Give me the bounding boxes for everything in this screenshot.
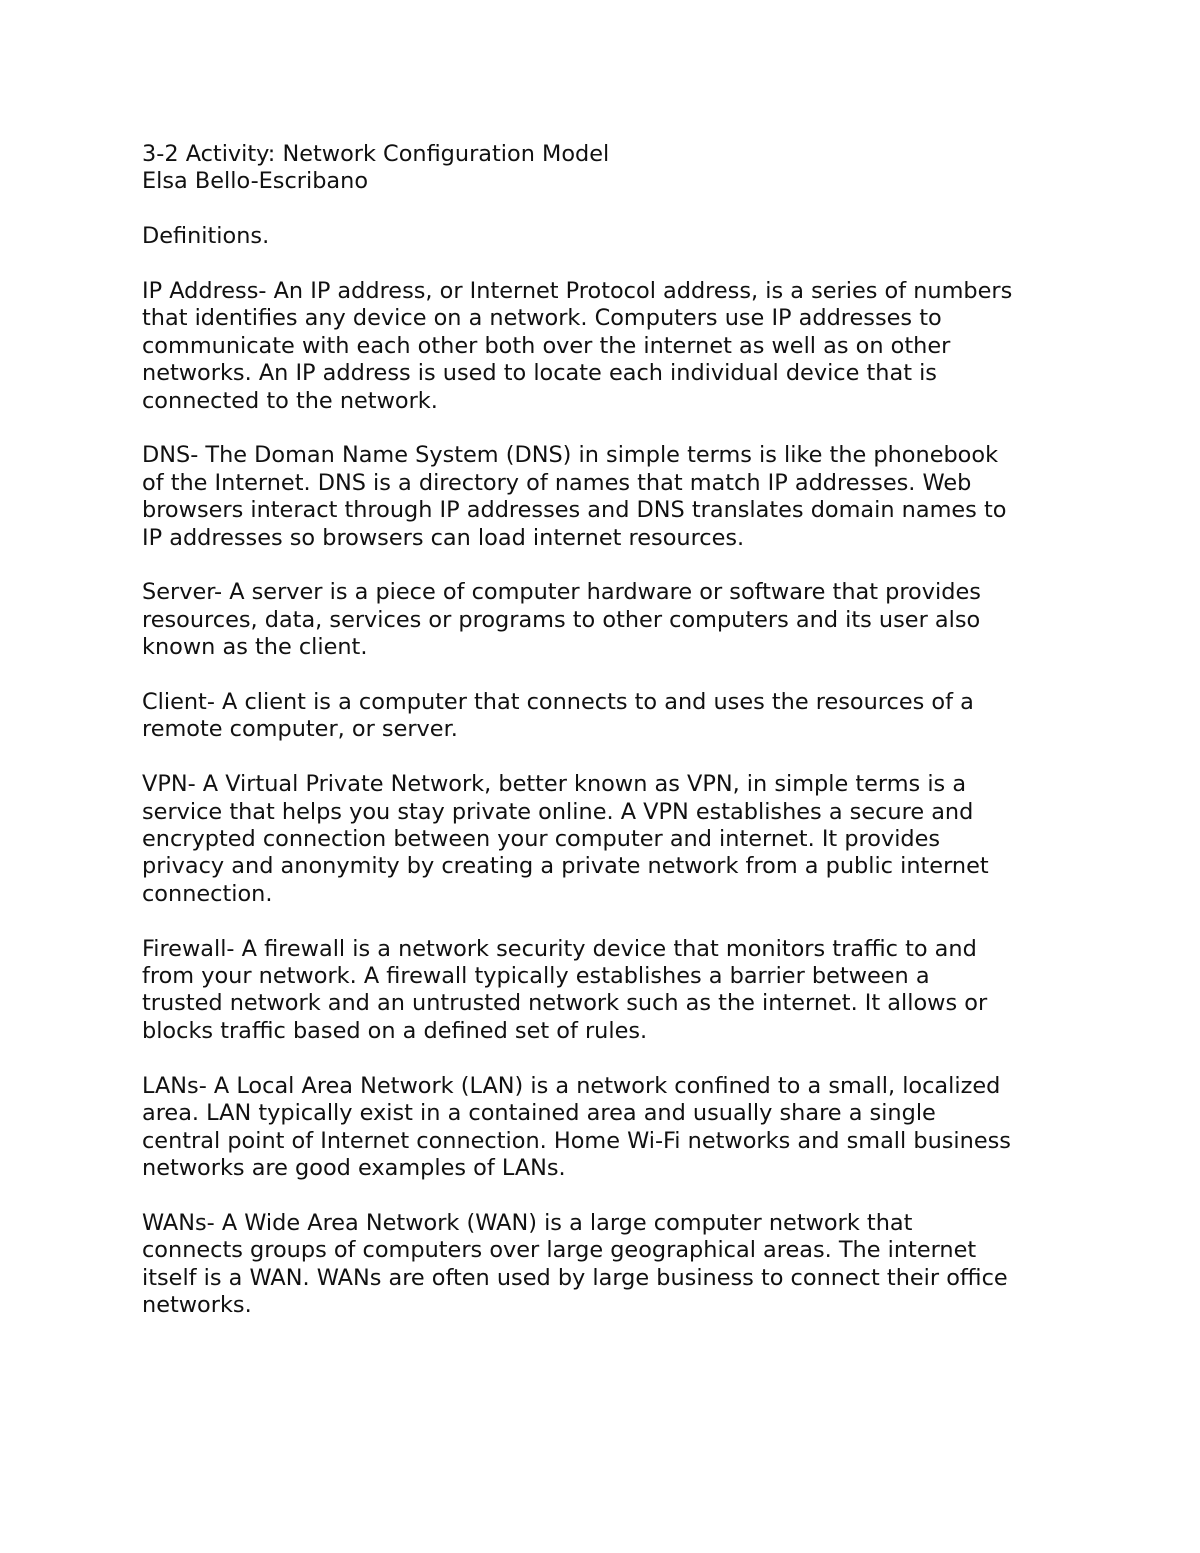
definition-line: service that helps you stay private online. A VPN establishes a secure and — [142, 798, 974, 825]
definition-wans — [142, 1210, 1082, 1320]
definition-line: from your network. A firewall typically establishes a barrier between a — [142, 963, 930, 990]
definition-line: IP Address- An IP address, or Internet Protocol address, is a series of numbers — [142, 278, 1013, 304]
definition-line: networks. An IP address is used to locate each individual device that is — [142, 360, 937, 387]
definition-line: communicate with each other both over the internet as well as on other — [142, 332, 951, 359]
definition-line: itself is a WAN. WANs are often used by large business to connect their office — [142, 1264, 1008, 1291]
spacer — [142, 196, 1082, 223]
definition-line: VPN- A Virtual Private Network, better known as VPN, in simple terms is a — [142, 771, 967, 798]
definition-line: privacy and anonymity by creating a private network from a public internet — [142, 853, 989, 880]
spacer — [142, 251, 1082, 278]
definition-firewall — [142, 936, 1082, 1046]
definition-line: resources, data, services or programs to other computers and its user also — [142, 606, 981, 633]
document-title: 3-2 Activity: Network Configuration Model — [142, 141, 610, 167]
definition-line: of the Internet. DNS is a directory of names that match IP addresses. Web — [142, 469, 972, 496]
definition-line: Firewall- A firewall is a network security device that monitors traffic to and — [142, 935, 977, 962]
definition-line: Client- A client is a computer that connects to and uses the resources of a — [142, 689, 974, 716]
definition-line: encrypted connection between your computer and internet. It provides — [142, 826, 941, 853]
definition-line: IP addresses so browsers can load internet resources. — [142, 524, 745, 551]
definition-server — [142, 579, 1082, 661]
document-body — [142, 141, 1082, 1347]
definition-line: browsers interact through IP addresses and DNS translates domain names to — [142, 497, 1007, 524]
definition-line: LANs- A Local Area Network (LAN) is a network confined to a small, localized — [142, 1072, 1001, 1099]
definition-line: DNS- The Doman Name System (DNS) in simple terms is like the phonebook — [142, 442, 999, 469]
document-author: Elsa Bello-Escribano — [142, 168, 369, 195]
section-heading: Definitions. — [142, 223, 270, 250]
definition-line: connection. — [142, 880, 273, 907]
definition-line: that identifies any device on a network. Computers use IP addresses to — [142, 305, 942, 332]
definition-line: area. LAN typically exist in a contained area and usually share a single — [142, 1100, 936, 1127]
definition-line: central point of Internet connection. Home Wi-Fi networks and small business — [142, 1127, 1011, 1154]
definition-line: WANs- A Wide Area Network (WAN) is a large computer network that — [142, 1209, 913, 1236]
definition-line: networks are good examples of LANs. — [142, 1154, 566, 1181]
definition-dns — [142, 442, 1082, 552]
definition-ip-address — [142, 278, 1082, 415]
definition-line: connected to the network. — [142, 387, 438, 414]
definition-line: blocks traffic based on a defined set of rules. — [142, 1017, 648, 1044]
definitions-list — [142, 278, 1082, 1319]
definition-line: Server- A server is a piece of computer hardware or software that provides — [142, 579, 981, 606]
definition-line: known as the client. — [142, 634, 368, 661]
definition-client — [142, 689, 1082, 744]
definition-line: remote computer, or server. — [142, 716, 458, 743]
definition-line: trusted network and an untrusted network such as the internet. It allows or — [142, 990, 988, 1017]
definition-line: connects groups of computers over large geographical areas. The internet — [142, 1237, 977, 1264]
definition-line: networks. — [142, 1291, 252, 1318]
definition-lans — [142, 1073, 1082, 1183]
definition-vpn — [142, 771, 1082, 908]
